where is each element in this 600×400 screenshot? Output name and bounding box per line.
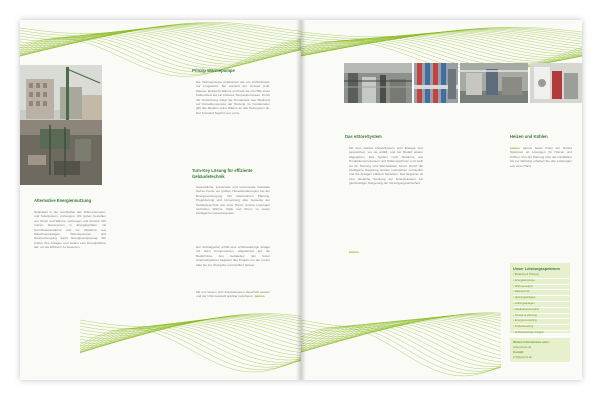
paragraph-turn-key-3-text: Mit uns lassen sich Energiekosten dauerhaft senken und der CO2-Ausstoß spürbar reduzieren.: [196, 290, 270, 299]
paragraph-heat-pump-principle: Die Wärmepumpe funktioniert wie ein Kühlschrank, nur umgekehrt. Sie entzieht der Umwelt (Luft, Wasser, Erdreich) Wärme und hebt sie mit Hilfe eines Kältemittels auf ein höheres Temperaturniveau. Durch die Verdichtung steigt die Temperatur des Mediums auf Vorlauftemperatur der Heizung. Im Kondensator gibt das Medium seine Wärme an das Heizsystem ab. Der Kreislauf beginnt von vorne.: [196, 80, 270, 115]
paragraph-turn-key-2: Der Auftraggeber erhält eine schlüsselfertige Anlage mit allen Komponenten, abgestimmt auf die Bedürfnisse des Gebäudes. Ein fester Ansprechpartner begleitet das Projekt von der ersten Idee bis zur Übergabe und darüber hinaus.: [196, 245, 270, 267]
paragraph-turn-key-3: [196, 290, 270, 299]
services-title: Unser Leistungsspektrum: [513, 267, 560, 271]
heading-alternative-energy: Alternative Energiennutzung: [34, 198, 92, 203]
brand-name: pamus: [510, 146, 520, 150]
page-gutter: [296, 20, 306, 380]
paragraph-alternative-energy: Solardach in der unmittelbar den Wärmepumpen- und Solarsystem, vorbeugen. Wir gehen bestehen von Strom und Wärme, vorbeugen und Umwelt. Wir nutzen Ressourcen in Energiegrößen mit Grundwasserwärme und zur Abwärme aus Maschinenanlagen, Wärmepumpen und Stromerzeugung durch Energieeinsparung. Wir prüfen Ihre Anlagen und stellen eine Energiebilanz dar, um die Effizienz zu bewerten.: [34, 210, 106, 250]
services-list-item: • Energiemonitoring: [513, 319, 569, 325]
services-list-item: • Kältetechnik: [513, 290, 569, 296]
plant-room-photo: [344, 63, 412, 103]
contact-box: [510, 338, 570, 362]
contact-website-link[interactable]: www.pamus.de: [513, 346, 532, 349]
services-list-item: • Beratung & Planung: [513, 273, 569, 279]
brochure-spread: [20, 20, 582, 380]
left-page: [20, 20, 301, 380]
wave-line: [20, 35, 301, 67]
services-list: [513, 273, 569, 337]
wave-line: [301, 316, 501, 337]
wave-line: [20, 23, 301, 35]
construction-site-photo: [20, 65, 102, 185]
paragraph-heating-cooling: [510, 146, 572, 168]
wave-line: [301, 29, 582, 41]
wave-line: [80, 328, 301, 370]
services-list-item: • Wärmepumpen: [513, 285, 569, 291]
paragraph-turn-key-1: Gewerbliche, industrielle und kommunale Gebäude stehen heute vor großen Herausforderungen bei der Energieversorgung. Wir übernehmen Planung, Projektierung und Umsetzung aller Gewerke der Gebäudetechnik aus einer Hand. Unsere Lösungen verbinden Wärme, Kälte und Strom zu einem intelligenten Gesamtsystem.: [196, 185, 270, 216]
contact-email-label: Kontakt:: [513, 351, 524, 354]
heading-estore-system: Das eStoreSystem: [345, 134, 382, 139]
chiller-photo: [530, 63, 582, 103]
wave-line: [301, 324, 501, 365]
brand-name: pamus: [254, 294, 265, 299]
machinery-photo: [460, 63, 528, 103]
services-list-item: • Energiekonzepte: [513, 279, 569, 285]
services-list-item: • Lüftungsanlagen: [513, 302, 569, 308]
contact-info-label: Weitere Informationen unter:: [513, 341, 550, 344]
contact-email-link[interactable]: info@pamus.de: [513, 356, 532, 359]
paragraph-heating-cooling-text: pamus bietet Ihnen ein breites Spektrum an Lösungen für Heizen und Kühlen. Von der Planung über die Installation bis zur Wartung erhalten Sie alle Leistungen aus einer Hand.: [510, 146, 572, 168]
right-page: [301, 20, 582, 380]
pipes-photo: [414, 63, 458, 103]
brand-name: pamus: [349, 250, 359, 254]
wave-line: [20, 30, 301, 54]
estore-brand-line: [349, 250, 423, 254]
services-list-item: • Förderberatung: [513, 325, 569, 331]
services-list-item: • Heizungsanlagen: [513, 296, 569, 302]
paragraph-estore-system: Mit dem pamus eStoreSystem wird Energie dort gespeichert, wo sie anfällt, und bei Bedarf wieder abgegeben. Das System nutzt Abwärme aus Produktionsprozessen und Kältemaschinen und stellt sie für Heizung und Warmwasser bereit. Durch die intelligente Regelung werden Lastspitzen vermieden und die Anlagen effizient betrieben. Das Ergebnis ist eine deutliche Senkung der Energiekosten bei gleichzeitiger Steigerung der Versorgungssicherheit.: [349, 146, 423, 186]
services-box: [510, 263, 570, 333]
services-list-item: • Gebäudeautomation: [513, 308, 569, 314]
heading-heating-cooling: Heizen und Kühlen: [510, 134, 548, 139]
wave-line: [80, 322, 301, 352]
heading-heat-pump-principle: Prinzip Wärmepumpe: [192, 68, 235, 73]
services-list-item: • Service & Wartung: [513, 314, 569, 320]
services-list-item: • Schlüsselfertige Anlagen: [513, 331, 569, 337]
heading-turn-key-solution: Turn-Key Lösung für effiziente Gebäudetechnik: [192, 168, 253, 179]
